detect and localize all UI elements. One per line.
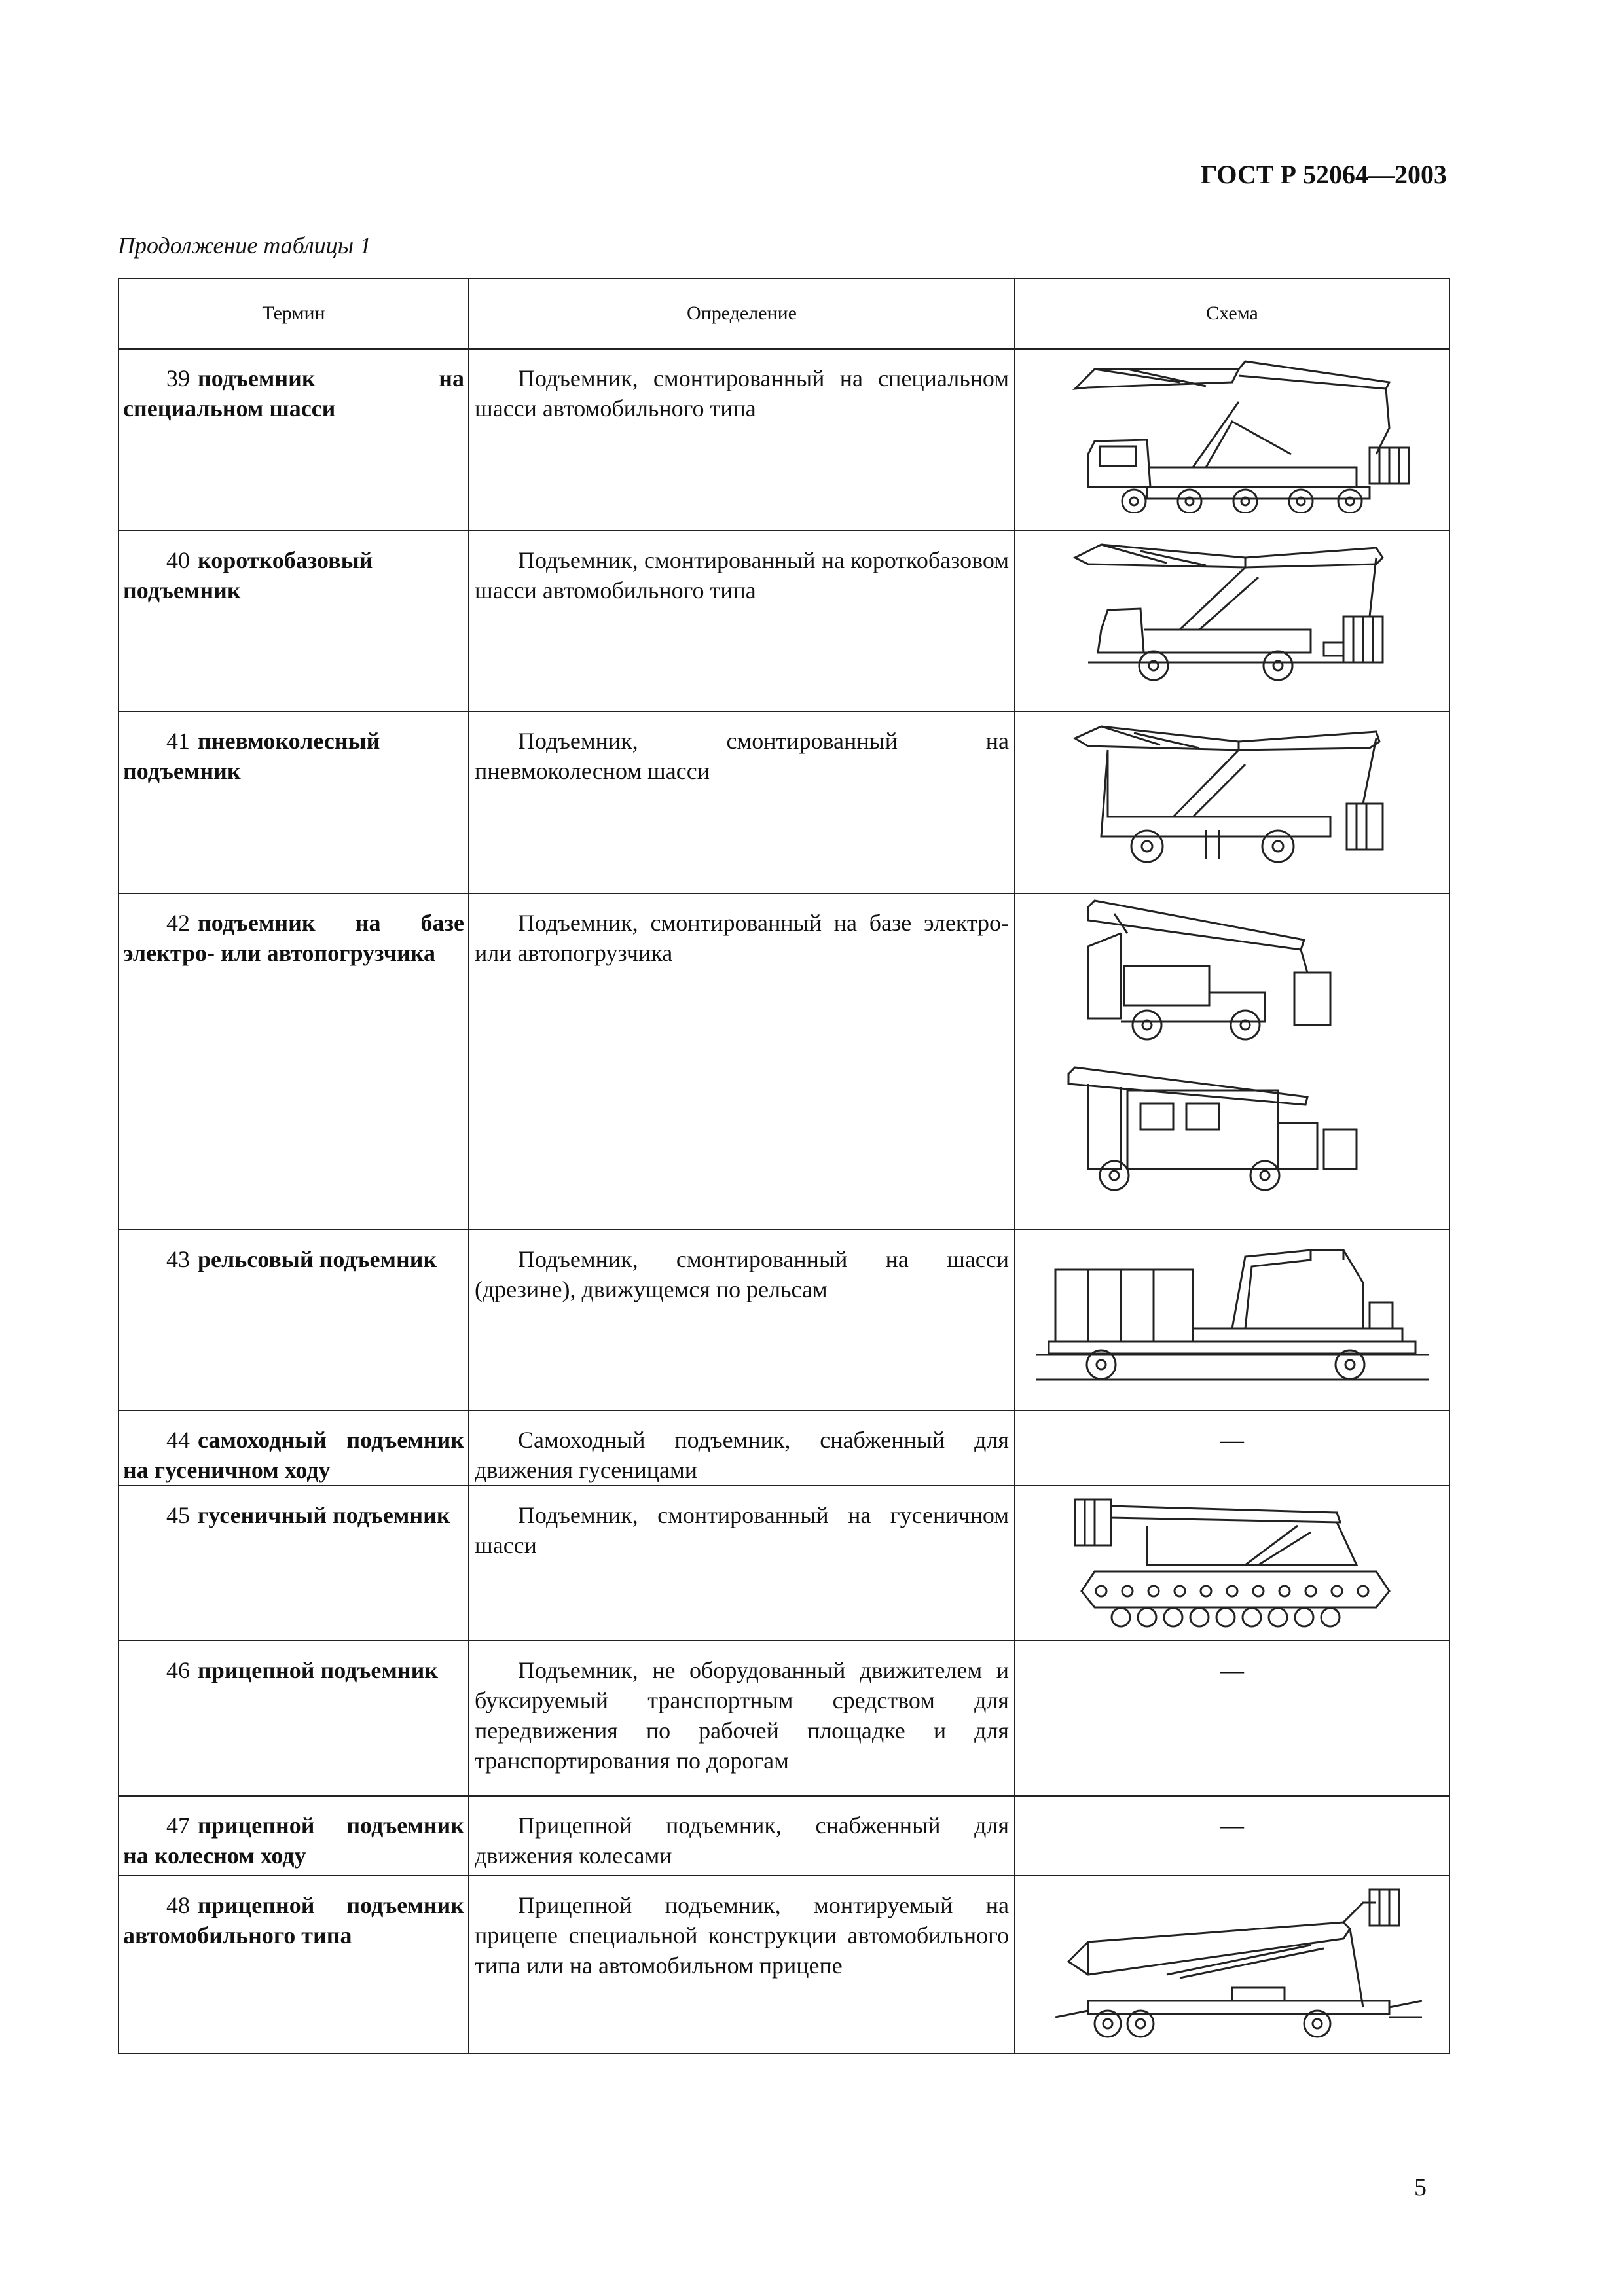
definition-cell [469, 349, 1015, 531]
term-cell [119, 1641, 469, 1796]
definition-cell [469, 1410, 1015, 1486]
term-number: 45 [166, 1502, 190, 1529]
term-name: гусеничный подъемник [198, 1502, 450, 1529]
term-number: 39 [166, 365, 190, 391]
terms-table [118, 278, 1450, 2054]
table-row [119, 1230, 1450, 1410]
term-cell [119, 1876, 469, 2053]
table-row [119, 531, 1450, 711]
definition-text: Прицепной подъемник, монтируемый на прицепе специальной конструкции автомобильного типа или на автомобильном прицепе [475, 1892, 1009, 1979]
rail-lift-drawing [1036, 1230, 1429, 1394]
term-name: подъемник на базе электро- или автопогрузчика [123, 910, 464, 966]
scheme-cell-empty: — [1015, 1410, 1450, 1486]
table-row [119, 1486, 1450, 1641]
term-name: прицепной подъемник [198, 1657, 439, 1684]
definition-cell [469, 1641, 1015, 1796]
table-row [119, 1410, 1450, 1486]
scheme-cell [1015, 893, 1450, 1230]
definition-cell [469, 531, 1015, 711]
term-number: 46 [166, 1657, 190, 1684]
term-cell [119, 531, 469, 711]
definition-text: Подъемник, смонтированный на базе электро- или автопогрузчика [475, 910, 1009, 966]
term-name: рельсовый подъемник [198, 1246, 437, 1272]
scheme-cell-empty: — [1015, 1641, 1450, 1796]
definition-cell [469, 893, 1015, 1230]
short-wheelbase-lift-drawing [1049, 531, 1415, 695]
definition-text: Подъемник, смонтированный на пневмоколесном шасси [475, 728, 1009, 784]
term-number: 44 [166, 1427, 190, 1453]
term-number: 48 [166, 1892, 190, 1919]
scheme-cell [1015, 1486, 1450, 1641]
table-row [119, 1796, 1450, 1876]
term-number: 47 [166, 1812, 190, 1839]
forklift-lift-drawings [1049, 894, 1415, 1215]
crawler-lift-drawing [1049, 1486, 1415, 1634]
definition-text: Подъемник, смонтированный на короткобазовом шасси автомобильного типа [475, 547, 1009, 603]
definition-text: Подъемник, смонтированный на специальном шасси автомобильного типа [475, 365, 1009, 422]
term-cell [119, 349, 469, 531]
term-name: прицепной подъемник автомобильного типа [123, 1892, 464, 1949]
term-number: 41 [166, 728, 190, 754]
table-row [119, 1876, 1450, 2053]
table-row [119, 893, 1450, 1230]
definition-text: Самоходный подъемник, снабженный для движения гусеницами [475, 1427, 1009, 1483]
definition-text: Подъемник, смонтированный на гусеничном шасси [475, 1502, 1009, 1559]
term-cell [119, 893, 469, 1230]
definition-cell [469, 1876, 1015, 2053]
page-number: 5 [1414, 2174, 1427, 2201]
definition-text: Прицепной подъемник, снабженный для движения колесами [475, 1812, 1009, 1869]
table-header-row [119, 279, 1450, 349]
definition-cell [469, 711, 1015, 893]
table-row [119, 1641, 1450, 1796]
trailer-lift-drawing [1036, 1876, 1429, 2047]
definition-cell [469, 1486, 1015, 1641]
scheme-cell [1015, 349, 1450, 531]
table-row [119, 349, 1450, 531]
standard-code: ГОСТ Р 52064—2003 [1200, 160, 1447, 189]
pneumatic-wheel-lift-drawing [1049, 712, 1415, 876]
term-cell [119, 1410, 469, 1486]
term-number: 40 [166, 547, 190, 573]
scheme-cell [1015, 1230, 1450, 1410]
column-header-term: Термин [119, 279, 469, 349]
term-cell [119, 711, 469, 893]
table-caption: Продолжение таблицы 1 [118, 232, 372, 259]
term-name: подъемник на специальном шасси [123, 365, 464, 422]
scheme-cell [1015, 531, 1450, 711]
term-name: прицепной подъемник на колесном ходу [123, 1812, 464, 1869]
scheme-cell [1015, 1876, 1450, 2053]
term-name: самоходный подъемник на гусеничном ходу [123, 1427, 464, 1483]
term-number: 42 [166, 910, 190, 936]
term-name: пневмоколесный подъемник [123, 728, 380, 784]
term-name: короткобазовый подъемник [123, 547, 373, 603]
column-header-definition: Определение [469, 279, 1015, 349]
definition-cell [469, 1796, 1015, 1876]
column-header-scheme: Схема [1015, 279, 1450, 349]
term-cell [119, 1230, 469, 1410]
scheme-cell-empty: — [1015, 1796, 1450, 1876]
special-chassis-lift-drawing [1049, 350, 1415, 513]
term-cell [119, 1796, 469, 1876]
scheme-cell [1015, 711, 1450, 893]
definition-text: Подъемник, смонтированный на шасси (дрезине), движущемся по рельсам [475, 1246, 1009, 1302]
definition-cell [469, 1230, 1015, 1410]
definition-text: Подъемник, не оборудованный движителем и буксируемый транспортным средством для передвижения по рабочей площадке и для транспортирования по дорогам [475, 1657, 1009, 1774]
term-number: 43 [166, 1246, 190, 1272]
table-row [119, 711, 1450, 893]
term-cell [119, 1486, 469, 1641]
